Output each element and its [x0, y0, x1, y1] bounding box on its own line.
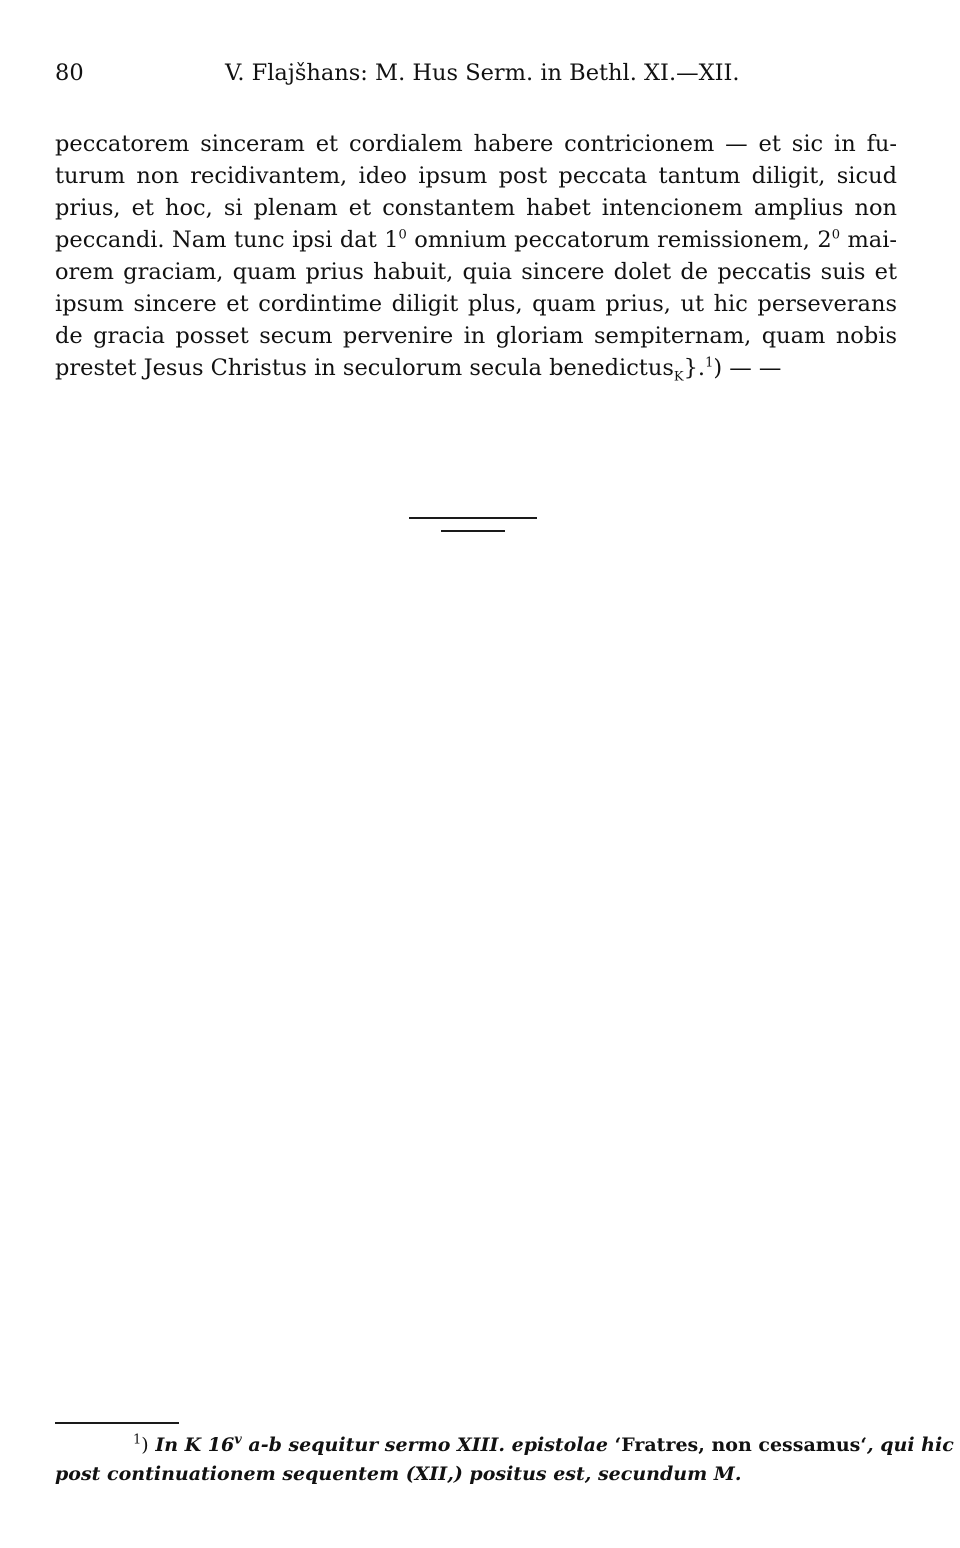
- text-line-4-part-c: mai-: [839, 227, 897, 253]
- text-line-5: orem graciam, quam prius habuit, quia sincere dolet de peccatis suis et: [55, 259, 897, 285]
- text-line-8-part-c: ) — —: [713, 355, 782, 381]
- footnote-number-paren: ): [141, 1434, 149, 1456]
- text-line-7: de gracia posset secum pervenire in gloriam sempiternam, quam nobis: [55, 323, 897, 349]
- text-line-6: ipsum sincere et cordintime diligit plus, quam prius, ut hic perseverans: [55, 291, 897, 317]
- text-line-8-part-b: }.: [683, 355, 706, 381]
- text-line-8-part-a: prestet Jesus Christus in seculorum secula benedictus: [55, 355, 674, 381]
- section-end-rule-long: [409, 517, 537, 519]
- sermon-text: [55, 128, 897, 384]
- ordinal-marker-2: 0: [831, 227, 840, 243]
- footnote-line-1: [55, 1431, 954, 1460]
- text-line-3: prius, et hoc, si plenam et constantem habet intencionem amplius non: [55, 195, 897, 221]
- verso-marker: v: [234, 1432, 242, 1448]
- text-line-8: [55, 352, 897, 384]
- footnote-reference: 1: [705, 355, 714, 371]
- footnote-separator: [55, 1422, 179, 1424]
- running-title: V. Flajšhans: M. Hus Serm. in Bethl. XI.—XII.: [225, 60, 740, 86]
- footnotes: [55, 1431, 954, 1489]
- manuscript-siglum: K: [673, 369, 684, 385]
- text-line-4-part-a: peccandi. Nam tunc ipsi dat 1: [55, 227, 399, 253]
- footnote-line-1-part-b: a-b sequitur sermo XIII. epistolae: [241, 1434, 615, 1456]
- footnote-line-1-part-a: In K 16: [148, 1434, 235, 1456]
- footnote-line-2: post continuationem sequentem (XII,) positus est, secundum M.: [55, 1463, 742, 1485]
- text-line-4: [55, 224, 897, 256]
- text-line-1: peccatorem sinceram et cordialem habere contricionem — et sic in fu-: [55, 131, 897, 157]
- footnote-line-1-part-c: , qui hic: [867, 1434, 954, 1456]
- section-end-rule-short: [441, 530, 505, 532]
- footnote-number: 1: [133, 1432, 142, 1448]
- text-line-2: turum non recidivantem, ideo ipsum post peccata tantum diligit, sicud: [55, 163, 897, 189]
- page-number: 80: [55, 60, 84, 86]
- running-head: [55, 60, 900, 100]
- quoted-incipit: ‘Fratres, non cessamus‘: [614, 1434, 867, 1456]
- ordinal-marker-1: 0: [398, 227, 407, 243]
- text-line-4-part-b: omnium peccatorum remissionem, 2: [406, 227, 832, 253]
